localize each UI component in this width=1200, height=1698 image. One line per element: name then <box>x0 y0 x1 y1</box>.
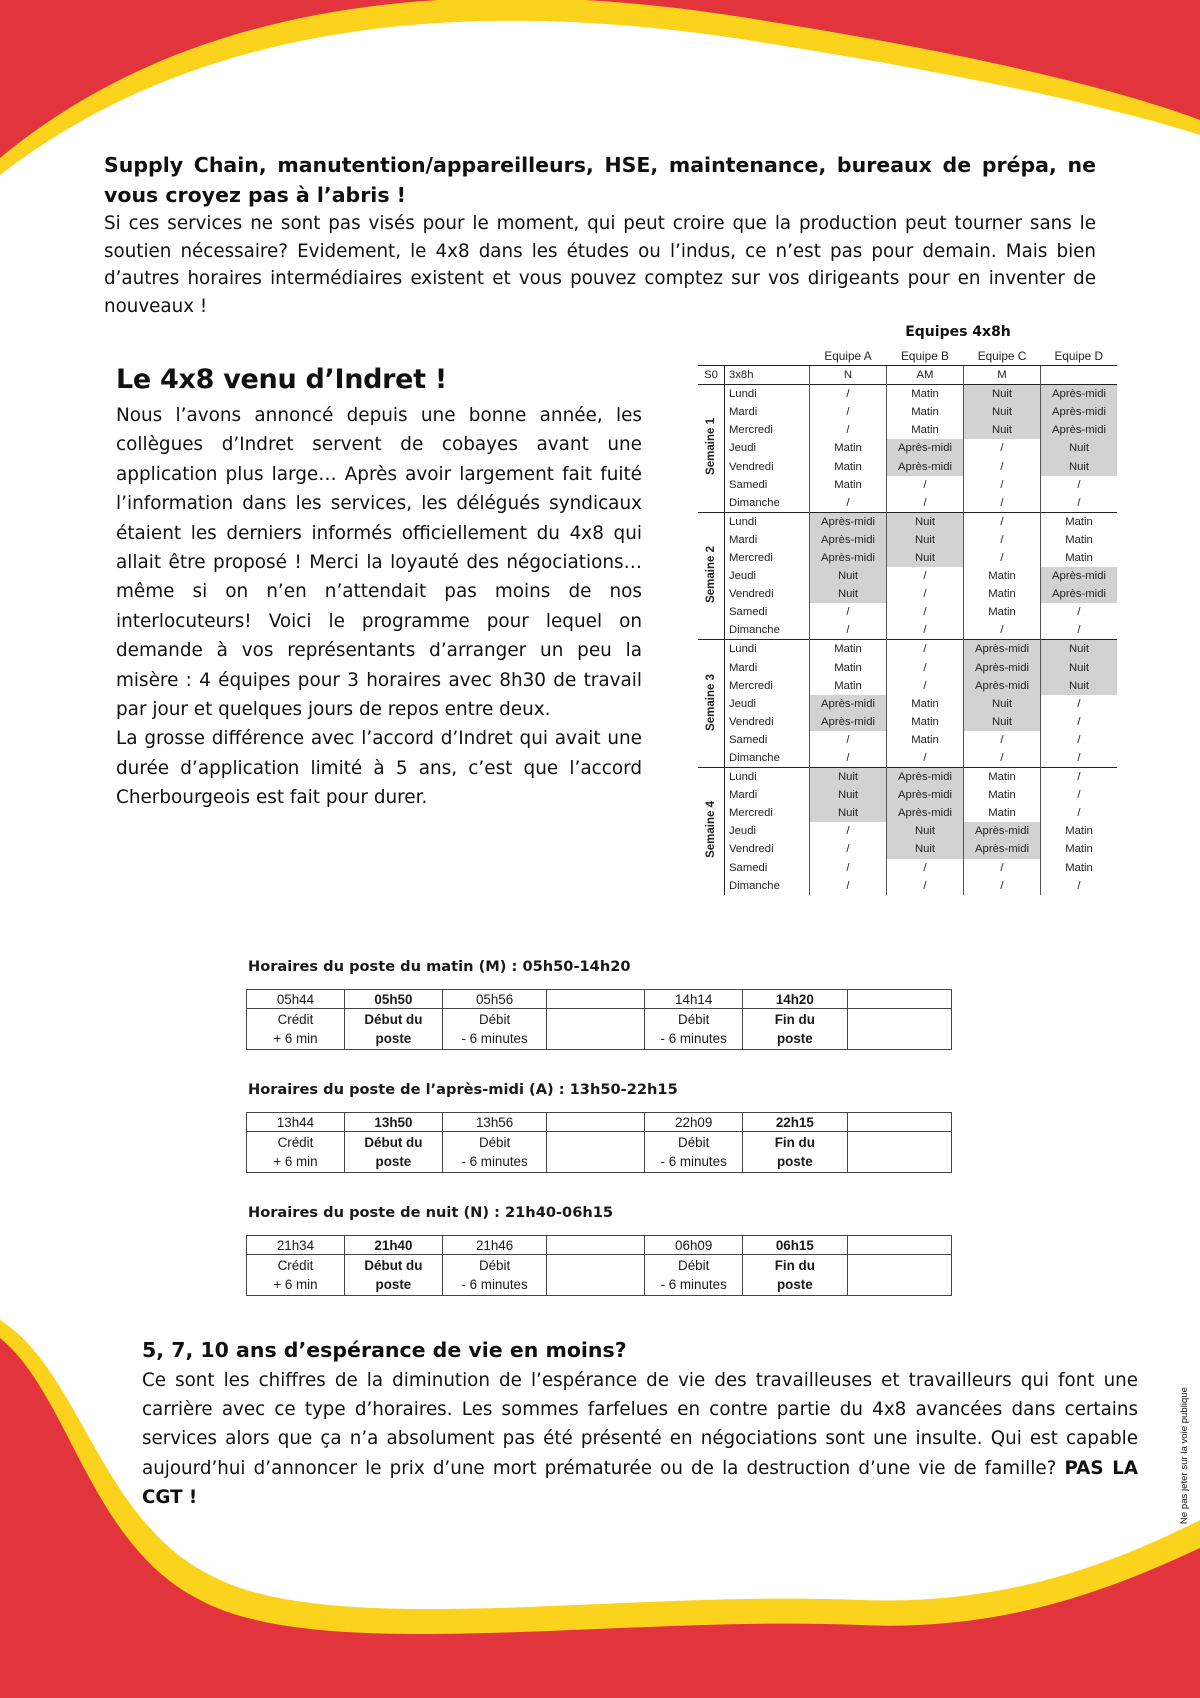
day-name: Jeudi <box>725 822 810 840</box>
shift-cell: / <box>810 877 887 895</box>
shift-cell: / <box>887 640 964 659</box>
outro-body: Ce sont les chiffres de la diminution de l’espérance de vie des travailleuses et travailleurs qui font une carrière avec ce type d’horaires. Les sommes farfelues en contre partie du 4x8 avancées dans certains services alors que ça n’a absolument pas été présenté en négociations sont une insulte. Qui est capable aujourd’hui d’annoncer le prix d’une mort prématurée ou de la destruction d’une vie de famille? <box>142 1370 1138 1479</box>
horaire-matin <box>246 958 952 1050</box>
shift-cell: Nuit <box>964 385 1041 404</box>
day-name: Samedi <box>725 476 810 494</box>
side-note-text: Ne pas jeter sur la voie publique <box>1179 1387 1190 1525</box>
day-name: Mercredi <box>725 677 810 695</box>
schedule-day-row <box>698 786 1117 804</box>
schedule-day-row <box>698 403 1117 421</box>
day-name: Jeudi <box>725 695 810 713</box>
shift-cell: / <box>887 494 964 513</box>
shift-cell: Matin <box>810 439 887 457</box>
section-text-2: La grosse différence avec l’accord d’Indret qui avait une durée d’application limité à 5 ans, c’est que l’accord Cherbourgeois est fait pour durer. <box>116 728 642 809</box>
shift-cell: Matin <box>1041 531 1118 549</box>
horaire-label <box>344 1009 442 1050</box>
outro-emphasis: PAS LA CGT ! <box>142 1457 1138 1508</box>
schedule-day-row <box>698 385 1117 404</box>
horaire-time: 13h56 <box>442 1113 546 1132</box>
shift-cell: Nuit <box>810 804 887 822</box>
day-name: Mardi <box>725 786 810 804</box>
shift-cell: Matin <box>810 677 887 695</box>
shift-cell: Matin <box>964 768 1041 787</box>
shift-cell: Matin <box>810 476 887 494</box>
schedule-shift-cell: M <box>964 366 1041 385</box>
schedule-shift-cell <box>1041 366 1118 385</box>
horaire-label-line2: - 6 minutes <box>461 1277 528 1292</box>
horaire-label-line2: + 6 min <box>273 1277 318 1292</box>
schedule-day-row <box>698 549 1117 567</box>
shift-cell: Nuit <box>887 531 964 549</box>
horaire-label-line2: poste <box>776 1277 813 1292</box>
shift-cell: Matin <box>810 659 887 677</box>
shift-cell: Nuit <box>1041 659 1118 677</box>
horaire-time: 22h15 <box>743 1113 847 1132</box>
section-title: Le 4x8 venu d’Indret ! <box>116 364 447 395</box>
outro-text <box>142 1366 1138 1512</box>
day-name: Mercredi <box>725 804 810 822</box>
schedule-header-row <box>698 346 1117 366</box>
shift-cell: Nuit <box>1041 640 1118 659</box>
schedule-day-row <box>698 531 1117 549</box>
shift-cell: Après-midi <box>1041 421 1118 439</box>
schedule-day-row <box>698 621 1117 640</box>
horaire-time <box>847 990 951 1009</box>
horaire-label <box>547 1132 645 1173</box>
day-name: Mardi <box>725 403 810 421</box>
shift-cell: / <box>964 457 1041 475</box>
day-name: Dimanche <box>725 494 810 513</box>
horaire-label-line2: poste <box>375 1031 412 1046</box>
horaire-label <box>847 1132 951 1173</box>
day-name: Samedi <box>725 603 810 621</box>
horaire-label-line2: - 6 minutes <box>461 1031 528 1046</box>
horaire-label-line1: Débit <box>478 1012 511 1027</box>
shift-cell: / <box>810 749 887 768</box>
day-name: Jeudi <box>725 567 810 585</box>
horaire-label-row <box>247 1255 952 1296</box>
horaire-label-line1: Crédit <box>277 1012 314 1027</box>
shift-cell: Matin <box>1041 822 1118 840</box>
horaire-label <box>743 1009 847 1050</box>
shift-cell: Après-midi <box>1041 403 1118 421</box>
shift-cell: / <box>1041 621 1118 640</box>
horaire-time: 05h44 <box>247 990 345 1009</box>
horaire-label-line1: Crédit <box>277 1258 314 1273</box>
shift-cell: Nuit <box>1041 677 1118 695</box>
schedule-day-row <box>698 457 1117 475</box>
day-name: Mercredi <box>725 549 810 567</box>
horaire-time: 14h20 <box>743 990 847 1009</box>
horaire-label-line2: + 6 min <box>273 1031 318 1046</box>
intro-block <box>104 150 1096 321</box>
shift-cell: Matin <box>964 585 1041 603</box>
schedule-table <box>698 318 1118 910</box>
day-name: Samedi <box>725 859 810 877</box>
horaire-table <box>246 989 952 1050</box>
horaire-label <box>247 1255 345 1296</box>
schedule-day-row <box>698 695 1117 713</box>
horaire-time: 06h15 <box>743 1236 847 1255</box>
shift-cell: / <box>810 385 887 404</box>
shift-cell: / <box>1041 768 1118 787</box>
team-header: Equipe B <box>901 348 949 363</box>
section-text: Nous l’avons annoncé depuis une bonne année, les collègues d’Indret servent de cobayes avant une application plus large… Après avoir largement fait fuité l’information dans les services, les délégués syndicaux étaient les derniers informés officiellement du 4x8 qui allait être proposé ! Merci la loyauté des négociations… même si on n’en n’attendait pas moins de nos interlocuteurs! Voici le programme pour lequel on demande à vos représentants d’arranger un peu la misère : 4 équipes pour 3 horaires avec 8h30 de travail par jour et quelques jours de repos entre deux. <box>116 405 642 721</box>
shift-cell: Matin <box>1041 859 1118 877</box>
schedule-day-row <box>698 512 1117 531</box>
week-label: Semaine 1 <box>705 418 717 476</box>
shift-cell: Nuit <box>1041 439 1118 457</box>
horaire-label-line2: poste <box>375 1277 412 1292</box>
horaire-table <box>246 1235 952 1296</box>
shift-cell: Après-midi <box>964 822 1041 840</box>
shift-cell: / <box>1041 749 1118 768</box>
shift-cell: / <box>887 659 964 677</box>
horaire-label-line1: Débit <box>678 1258 710 1273</box>
horaire-label <box>442 1009 546 1050</box>
shift-cell: Matin <box>810 640 887 659</box>
day-name: Mercredi <box>725 421 810 439</box>
horaire-label <box>442 1132 546 1173</box>
shift-cell: Après-midi <box>887 768 964 787</box>
horaire-time-row <box>247 1113 952 1132</box>
horaire-label <box>344 1132 442 1173</box>
shift-cell: Après-midi <box>810 531 887 549</box>
shift-cell: Matin <box>887 713 964 731</box>
schedule-day-row <box>698 731 1117 749</box>
shift-cell: Matin <box>887 731 964 749</box>
day-name: Jeudi <box>725 439 810 457</box>
schedule-day-row <box>698 640 1117 659</box>
shift-cell: Après-midi <box>887 439 964 457</box>
shift-cell: / <box>810 403 887 421</box>
horaire-time <box>547 990 645 1009</box>
shift-cell: Nuit <box>887 549 964 567</box>
team-header: Equipe A <box>824 348 872 363</box>
shift-cell: Nuit <box>887 840 964 858</box>
shift-cell: / <box>964 531 1041 549</box>
shift-cell: Nuit <box>964 403 1041 421</box>
horaire-label-line2: - 6 minutes <box>660 1031 727 1046</box>
schedule-shift-cell: AM <box>887 366 964 385</box>
horaire-label-line1: Crédit <box>277 1135 314 1150</box>
shift-cell: Matin <box>1041 512 1118 531</box>
shift-cell: Nuit <box>810 768 887 787</box>
horaire-label-line1: Fin du <box>774 1135 815 1150</box>
shift-cell: / <box>1041 476 1118 494</box>
shift-cell: Matin <box>810 457 887 475</box>
day-name: Vendredi <box>725 457 810 475</box>
shift-cell: Après-midi <box>887 457 964 475</box>
schedule-day-row <box>698 585 1117 603</box>
shift-cell: Nuit <box>887 512 964 531</box>
day-name: Lundi <box>725 385 810 404</box>
shift-cell: / <box>964 476 1041 494</box>
shift-cell: / <box>810 494 887 513</box>
horaire-time: 13h50 <box>344 1113 442 1132</box>
shift-cell: / <box>887 749 964 768</box>
day-name: Mardi <box>725 531 810 549</box>
horaire-label-line2: poste <box>776 1154 813 1169</box>
horaire-table <box>246 1112 952 1173</box>
shift-cell: Après-midi <box>887 804 964 822</box>
team-header: Equipe D <box>1054 348 1104 363</box>
schedule-shift-row <box>698 366 1117 385</box>
day-name: Vendredi <box>725 713 810 731</box>
horaire-time <box>847 1113 951 1132</box>
horaire-label-line1: Débit <box>478 1258 511 1273</box>
shift-cell: Après-midi <box>1041 567 1118 585</box>
horaire-label <box>645 1132 743 1173</box>
schedule-day-row <box>698 659 1117 677</box>
shift-cell: / <box>1041 804 1118 822</box>
horaire-time: 13h44 <box>247 1113 345 1132</box>
schedule-day-row <box>698 677 1117 695</box>
week-label: Semaine 3 <box>705 673 717 731</box>
outro-block <box>142 1338 1138 1512</box>
schedule-day-row <box>698 859 1117 877</box>
shift-cell: / <box>887 585 964 603</box>
horaire-label <box>247 1132 345 1173</box>
horaire-title: Horaires du poste de nuit (N) : 21h40-06h15 <box>248 1204 614 1221</box>
horaire-label-line2: - 6 minutes <box>461 1154 528 1169</box>
shift-cell: / <box>887 621 964 640</box>
shift-cell: Matin <box>1041 549 1118 567</box>
team-header: Equipe C <box>977 348 1027 363</box>
horaire-label <box>247 1009 345 1050</box>
shift-cell: / <box>964 494 1041 513</box>
shift-cell: / <box>810 621 887 640</box>
horaire-time-row <box>247 990 952 1009</box>
shift-cell: / <box>964 877 1041 895</box>
horaire-time: 05h56 <box>442 990 546 1009</box>
horaire-label <box>547 1009 645 1050</box>
horaire-time: 06h09 <box>645 1236 743 1255</box>
schedule-day-row <box>698 749 1117 768</box>
horaire-label-line2: poste <box>375 1154 412 1169</box>
shift-cell: Nuit <box>810 786 887 804</box>
shift-cell: Après-midi <box>810 549 887 567</box>
shift-cell: / <box>887 859 964 877</box>
shift-cell: / <box>887 677 964 695</box>
week-label: Semaine 2 <box>705 546 717 604</box>
side-note <box>1179 1387 1191 1587</box>
horaire-time: 14h14 <box>645 990 743 1009</box>
horaire-nuit <box>246 1204 952 1296</box>
horaire-title: Horaires du poste du matin (M) : 05h50-14h20 <box>248 958 631 975</box>
shift-cell: / <box>1041 494 1118 513</box>
horaire-label-line2: - 6 minutes <box>660 1277 727 1292</box>
schedule-title: Equipes 4x8h <box>905 324 1011 340</box>
schedule-shift-cell: 3x8h <box>725 366 810 385</box>
shift-cell: Nuit <box>964 421 1041 439</box>
shift-cell: / <box>887 567 964 585</box>
horaire-label <box>645 1255 743 1296</box>
indret-section <box>116 364 642 813</box>
horaire-label-line1: Débit <box>478 1135 511 1150</box>
schedule-shift-cell: N <box>810 366 887 385</box>
intro-title: Supply Chain, manutention/appareilleurs, HSE, maintenance, bureaux de prépa, ne vous croyez pas à l’abris ! <box>104 153 1096 207</box>
shift-cell: / <box>1041 731 1118 749</box>
schedule-shift-cell: S0 <box>698 366 725 385</box>
schedule-day-row <box>698 494 1117 513</box>
schedule-blank-cell <box>698 346 725 366</box>
shift-cell: / <box>964 512 1041 531</box>
schedule-day-row <box>698 476 1117 494</box>
day-name: Dimanche <box>725 749 810 768</box>
shift-cell: Après-midi <box>964 840 1041 858</box>
schedule-day-row <box>698 421 1117 439</box>
horaire-time <box>847 1236 951 1255</box>
horaire-time: 21h46 <box>442 1236 546 1255</box>
horaire-label-line2: - 6 minutes <box>660 1154 727 1169</box>
shift-cell: Nuit <box>1041 457 1118 475</box>
horaire-label-line1: Débit <box>678 1012 710 1027</box>
shift-cell: / <box>810 731 887 749</box>
shift-cell: / <box>964 621 1041 640</box>
week-label-cell <box>698 512 725 640</box>
horaire-label <box>344 1255 442 1296</box>
shift-cell: / <box>887 603 964 621</box>
horaire-label-line1: Début du <box>364 1258 423 1273</box>
horaire-label <box>547 1255 645 1296</box>
horaire-label-line1: Fin du <box>774 1258 815 1273</box>
horaire-time <box>547 1113 645 1132</box>
shift-cell: Matin <box>964 786 1041 804</box>
horaire-time: 21h40 <box>344 1236 442 1255</box>
shift-cell: Après-midi <box>1041 585 1118 603</box>
day-name: Dimanche <box>725 621 810 640</box>
shift-cell: Matin <box>964 567 1041 585</box>
week-label: Semaine 4 <box>705 801 717 859</box>
shift-cell: Matin <box>964 603 1041 621</box>
week-label-cell <box>698 640 725 768</box>
schedule-day-row <box>698 840 1117 858</box>
schedule-day-row <box>698 804 1117 822</box>
horaire-time: 22h09 <box>645 1113 743 1132</box>
day-name: Vendredi <box>725 585 810 603</box>
day-name: Lundi <box>725 768 810 787</box>
shift-cell: Matin <box>887 385 964 404</box>
shift-cell: / <box>964 439 1041 457</box>
shift-cell: / <box>810 603 887 621</box>
shift-cell: Matin <box>887 421 964 439</box>
horaire-label <box>743 1132 847 1173</box>
horaire-label-line1: Début du <box>364 1135 423 1150</box>
schedule-grid <box>698 346 1117 895</box>
horaire-label-line1: Fin du <box>774 1012 815 1027</box>
horaire-time: 05h50 <box>344 990 442 1009</box>
schedule-day-row <box>698 713 1117 731</box>
horaire-label <box>743 1255 847 1296</box>
shift-cell: / <box>810 421 887 439</box>
shift-cell: / <box>1041 786 1118 804</box>
horaire-label-line2: poste <box>776 1031 813 1046</box>
schedule-day-row <box>698 822 1117 840</box>
shift-cell: / <box>887 476 964 494</box>
shift-cell: Matin <box>1041 840 1118 858</box>
shift-cell: Après-midi <box>887 786 964 804</box>
shift-cell: Après-midi <box>810 713 887 731</box>
shift-cell: / <box>964 859 1041 877</box>
shift-cell: Nuit <box>810 567 887 585</box>
shift-cell: Matin <box>964 804 1041 822</box>
horaire-label <box>442 1255 546 1296</box>
horaire-label-line2: + 6 min <box>273 1154 318 1169</box>
day-name: Mardi <box>725 659 810 677</box>
week-label-cell <box>698 768 725 895</box>
shift-cell: / <box>1041 713 1118 731</box>
shift-cell: / <box>964 749 1041 768</box>
horaire-apres-midi <box>246 1081 952 1173</box>
horaire-time-row <box>247 1236 952 1255</box>
day-name: Samedi <box>725 731 810 749</box>
shift-cell: Après-midi <box>1041 385 1118 404</box>
outro-title: 5, 7, 10 ans d’espérance de vie en moins? <box>142 1338 627 1362</box>
shift-cell: Nuit <box>964 713 1041 731</box>
shift-cell: Matin <box>887 695 964 713</box>
horaire-label <box>847 1009 951 1050</box>
shift-cell: Après-midi <box>964 640 1041 659</box>
shift-cell: / <box>1041 603 1118 621</box>
shift-cell: / <box>1041 877 1118 895</box>
horaire-title: Horaires du poste de l’après-midi (A) : 13h50-22h15 <box>248 1081 678 1098</box>
shift-cell: Après-midi <box>810 695 887 713</box>
horaire-time: 21h34 <box>247 1236 345 1255</box>
shift-cell: / <box>964 731 1041 749</box>
schedule-day-row <box>698 439 1117 457</box>
horaire-label-line1: Débit <box>678 1135 710 1150</box>
horaire-time <box>547 1236 645 1255</box>
horaire-label-row <box>247 1009 952 1050</box>
shift-cell: Après-midi <box>810 512 887 531</box>
intro-text: Si ces services ne sont pas visés pour le moment, qui peut croire que la production peut tourner sans le soutien nécessaire? Evidement, le 4x8 dans les études ou l’indus, ce n’est pas pour demain. Mais bien d’autres horaires intermédiaires existent et vous pouvez comptez sur vos dirigeants pour en inventer de nouveaux ! <box>104 213 1096 318</box>
day-name: Dimanche <box>725 877 810 895</box>
day-name: Lundi <box>725 640 810 659</box>
shift-cell: Matin <box>887 403 964 421</box>
shift-cell: Nuit <box>964 695 1041 713</box>
shift-cell: / <box>1041 695 1118 713</box>
shift-cell: / <box>964 549 1041 567</box>
shift-cell: / <box>810 840 887 858</box>
horaire-label-line1: Début du <box>364 1012 423 1027</box>
horaire-label-row <box>247 1132 952 1173</box>
shift-cell: Nuit <box>810 585 887 603</box>
schedule-day-row <box>698 768 1117 787</box>
day-name: Lundi <box>725 512 810 531</box>
shift-cell: / <box>887 877 964 895</box>
schedule-day-row <box>698 603 1117 621</box>
horaire-label <box>847 1255 951 1296</box>
schedule-day-row <box>698 877 1117 895</box>
shift-cell: Nuit <box>887 822 964 840</box>
day-name: Vendredi <box>725 840 810 858</box>
horaire-label <box>645 1009 743 1050</box>
shift-cell: / <box>810 822 887 840</box>
shift-cell: Après-midi <box>964 659 1041 677</box>
schedule-day-row <box>698 567 1117 585</box>
schedule-blank-cell <box>725 346 810 366</box>
shift-cell: Après-midi <box>964 677 1041 695</box>
week-label-cell <box>698 385 725 513</box>
shift-cell: / <box>810 859 887 877</box>
